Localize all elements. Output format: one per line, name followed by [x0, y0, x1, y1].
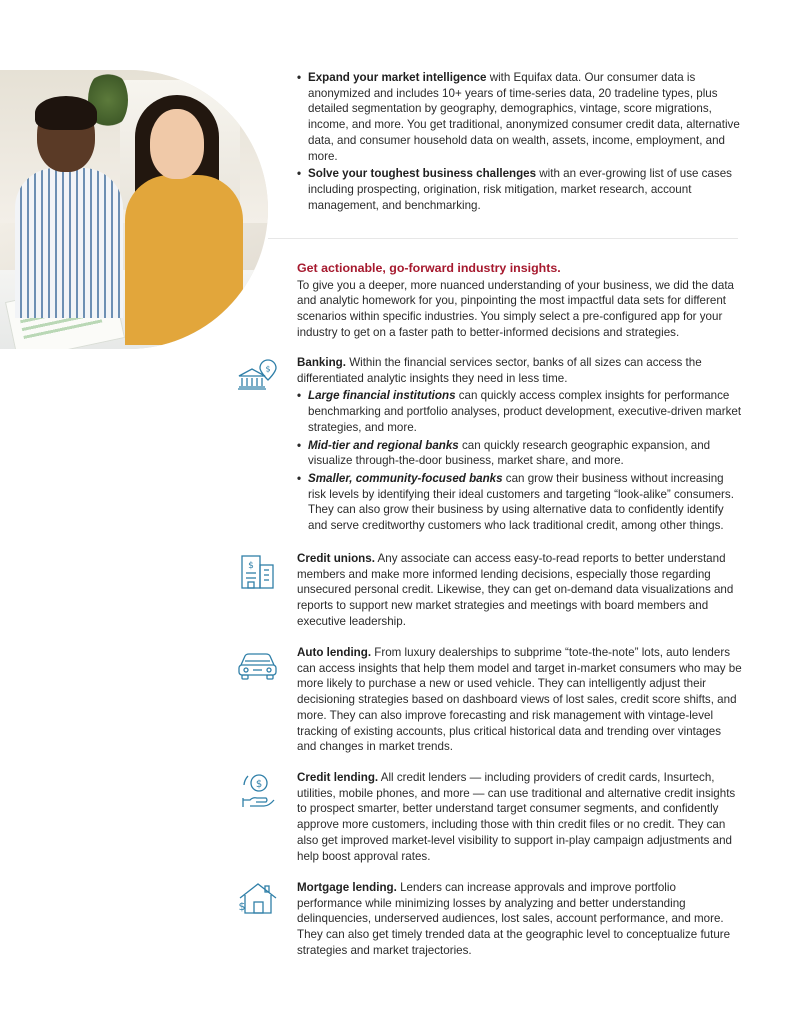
svg-text:$: $ [265, 364, 271, 374]
credit-lending-section: Credit lending. All credit lenders — including providers of credit cards, Insurtech, utilities, mobile phones, and more — can use traditional and alternative credit insights to prospect smarter, better understand target consumer segments, and confidently approve more customers, including those with thin credit files or no credit. They can also get improved market-level visibility to support in-play campaign adjustments and help boost approval rates. [297, 771, 736, 863]
svg-text:$: $ [255, 779, 263, 790]
svg-text:$: $ [248, 561, 254, 571]
building-dollar-icon [236, 553, 280, 593]
banking-section [297, 355, 742, 536]
auto-lending-section: Auto lending. From luxury dealerships to subprime “tote-the-note” lots, auto lenders can access insights that help them model and target in-market consumers who may be more likely to purchase a new or used vehicle. They can intelligently adjust their decisioning strategies based on dashboard views of lost sales, credit score shifts, and more. They can also improve forecasting and risk management with vintage-level tracking of existing accounts, plus critical historical data and trending over vintages and changes in market trends. [297, 646, 742, 754]
banking-bullet-midtier: • Mid-tier and regional banks can quickly research geographic expansion, and visualize through-the-door business, market share, and more. [297, 438, 742, 469]
credit-unions-section: Credit unions. Any associate can access easy-to-read reports to better understand members and make more informed lending decisions, especially those regarding unsecured personal credit. Likewise, they can get on-demand data visualizations and reports to support new market strategies and meetings with board members and executive leadership. [297, 552, 734, 628]
bank-dollar-icon [236, 358, 280, 398]
banking-bullet-large: • Large financial institutions can quickly access complex insights for performance benchmarking and portfolio analyses, product development, executive-driven market strategies, and more. [297, 388, 742, 435]
insights-section [297, 261, 742, 341]
hand-coin-icon [236, 770, 280, 810]
mortgage-lending-section: Mortgage lending. Lenders can increase approvals and improve portfolio performance while minimizing losses by analyzing and better understanding delinquencies, underserved audiences, lost sales, account performance, and more. They can also get timely trended data at the geographic level to conceptualize future strategies and market trajectories. [297, 881, 731, 957]
house-dollar-icon [236, 880, 280, 920]
hero-photo [0, 70, 268, 349]
car-icon [236, 645, 280, 685]
banking-bullet-community: • Smaller, community-focused banks can grow their business without increasing risk levels by identifying their ideal customers and targeting “look-alike” consumers. They can also grow their business by using alternative data to confidently identify and serve creditworthy customers who lack traditional credit, among other things. [297, 471, 742, 534]
svg-text:$: $ [238, 900, 246, 913]
insights-body: To give you a deeper, more nuanced understanding of your business, we did the data and analytic homework for you, pinpointing the most impactful data sets for different scenarios within specific industries. You simply select a pre-configured app for your industry to get on a faster path to better-informed decisions and strategies. [297, 278, 734, 339]
bullet-business-challenges: • Solve your toughest business challenges with an ever-growing list of use cases including prospecting, origination, risk mitigation, market research, account management, and benchmarking. [297, 166, 742, 213]
top-bullets [297, 70, 742, 215]
banking-intro: Banking. Within the financial services sector, banks of all sizes can access the differentiated analytic insights they need in less time. [297, 356, 702, 385]
bullet-market-intelligence: • Expand your market intelligence with Equifax data. Our consumer data is anonymized and includes 10+ years of time-series data, 20 tradeline types, plus detailed segmentation by geography, demographics, vintage, score migrations, income, and more. You get traditional, anonymized consumer credit data, alternative data, and consumer household data on wealth, assets, income, employment, and more. [297, 70, 742, 164]
section-divider [268, 238, 738, 239]
section-title: Get actionable, go-forward industry insights. [297, 261, 561, 275]
